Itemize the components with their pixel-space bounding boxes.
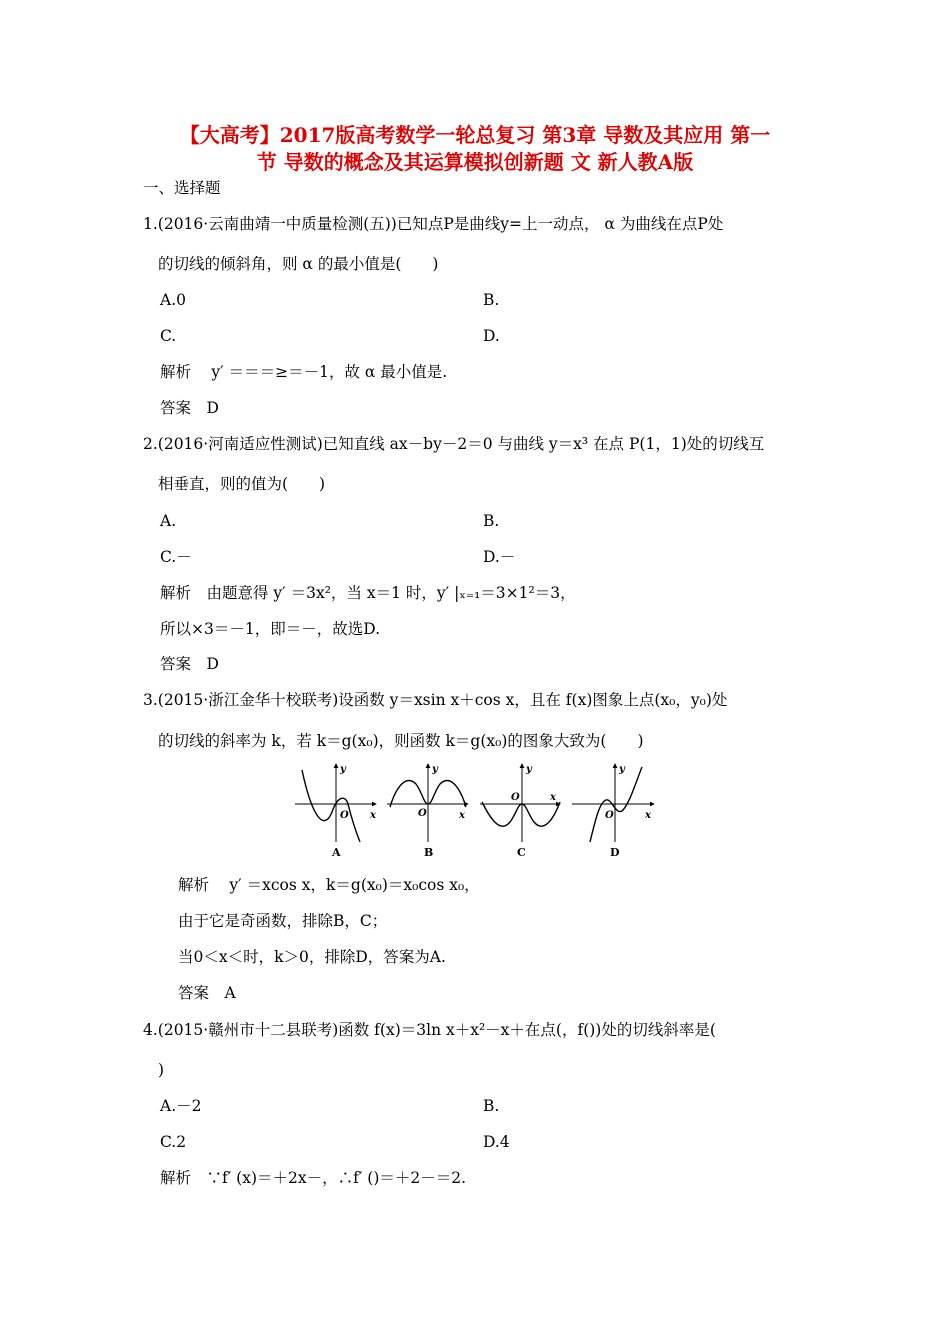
document-title-line-2: 节 导数的概念及其运算模拟创新题 文 新人教A版 — [256, 150, 694, 174]
graph-d-label: D — [610, 846, 620, 859]
q4-stem-line-1: 4.(2015·赣州市十二县联考)函数 f(x)＝3ln x＋x²－x＋在点(，f())处的切线斜率是( — [143, 1021, 716, 1039]
q2-stem-line-2: 相垂直，则的值为( ) — [158, 475, 326, 493]
graph-d-x-label: x — [645, 810, 651, 821]
q4-option-a: A.－2 — [160, 1097, 202, 1115]
q1-analysis: 解析 y′ ＝＝＝≥＝－1，故 α 最小值是. — [160, 363, 448, 381]
q2-option-b: B. — [483, 512, 500, 530]
q4-option-d: D.4 — [483, 1133, 510, 1151]
graph-c — [480, 764, 560, 859]
q4-stem-line-2: ) — [158, 1061, 165, 1079]
q1-option-a: A.0 — [160, 291, 186, 309]
graph-d-y-label: y — [619, 764, 625, 775]
graph-b — [387, 764, 468, 859]
q4-option-c: C.2 — [160, 1133, 187, 1151]
graph-c-y-label: y — [526, 764, 532, 775]
document-title-line-1: 【大高考】2017版高考数学一轮总复习 第3章 导数及其应用 第一 — [179, 123, 771, 147]
graph-a-x-label: x — [370, 810, 376, 821]
q2-analysis-line-2: 所以×3＝－1，即＝－，故选D. — [160, 620, 381, 638]
q2-option-a: A. — [160, 512, 177, 530]
q1-option-c: C. — [160, 327, 177, 345]
graph-a — [295, 764, 377, 859]
q1-stem-line-2: 的切线的倾斜角，则 α 的最小值是( ) — [158, 255, 439, 273]
q4-option-b: B. — [483, 1097, 500, 1115]
q3-analysis-line-2: 由于它是奇函数，排除B，C； — [178, 912, 388, 930]
graph-b-y-label: y — [432, 764, 438, 775]
graph-c-label: C — [517, 846, 526, 859]
graph-b-origin: O — [418, 808, 427, 819]
graph-c-origin: O — [511, 792, 520, 803]
q1-option-b: B. — [483, 291, 500, 309]
graph-d — [572, 764, 654, 859]
q4-analysis: 解析 ∵f′ (x)＝＋2x－，∴f′ ()＝＋2－＝2. — [160, 1169, 467, 1187]
q2-option-d: D.－ — [483, 548, 516, 566]
section-heading: 一、选择题 — [143, 179, 221, 197]
q1-option-d: D. — [483, 327, 500, 345]
q2-answer: 答案 D — [160, 655, 219, 673]
q3-analysis-line-3: 当0＜x＜时，k＞0，排除D，答案为A. — [178, 948, 446, 966]
q3-stem-line-1: 3.(2015·浙江金华十校联考)设函数 y＝xsin x＋cos x，且在 f(x)图象上点(x₀，y₀)处 — [143, 691, 728, 709]
graph-b-x-label: x — [459, 810, 465, 821]
graph-c-x-label: x — [550, 792, 556, 803]
q2-option-c: C.－ — [160, 548, 192, 566]
q3-stem-line-2: 的切线的斜率为 k，若 k＝g(x₀)，则函数 k＝g(x₀)的图象大致为( ) — [158, 732, 644, 750]
q2-stem-line-1: 2.(2016·河南适应性测试)已知直线 ax－by－2＝0 与曲线 y＝x³ 在点 P(1，1)处的切线互 — [143, 435, 765, 453]
graph-a-label: A — [332, 846, 341, 859]
q3-answer-graphs — [290, 762, 670, 862]
graph-b-label: B — [424, 846, 434, 859]
q3-answer: 答案 A — [178, 984, 236, 1002]
q1-answer: 答案 D — [160, 399, 219, 417]
graph-a-origin: O — [340, 810, 349, 821]
q1-stem-line-1: 1.(2016·云南曲靖一中质量检测(五))已知点P是曲线y=上一动点， α 为曲线在点P处 — [143, 215, 724, 233]
graph-a-y-label: y — [340, 764, 346, 775]
q3-analysis-line-1: 解析 y′ ＝xcos x，k＝g(x₀)＝x₀cos x₀， — [178, 876, 480, 894]
graph-d-origin: O — [605, 810, 614, 821]
q2-analysis-line-1: 解析 由题意得 y′ ＝3x²，当 x＝1 时，y′ |ₓ₌₁＝3×1²＝3， — [160, 584, 576, 602]
